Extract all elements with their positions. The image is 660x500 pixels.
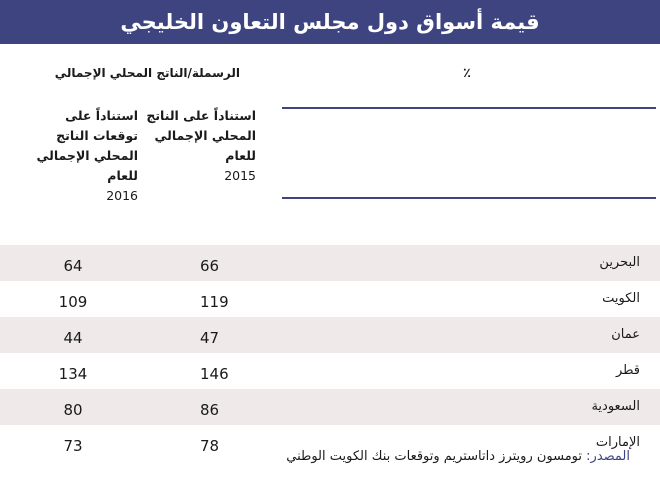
value-2016: 73 xyxy=(63,437,83,455)
data-table xyxy=(0,245,660,461)
group-label: الرسملة/الناتج المحلي الإجمالي xyxy=(54,66,240,80)
table-row xyxy=(0,353,660,389)
header-rule-top xyxy=(282,107,656,109)
country-name: الكويت xyxy=(602,291,640,306)
value-2016: 44 xyxy=(63,329,83,347)
value-2015: 78 xyxy=(200,437,220,455)
source-note xyxy=(286,449,630,464)
table-row xyxy=(0,317,660,353)
value-2016: 64 xyxy=(63,257,83,275)
value-2016: 109 xyxy=(58,293,88,311)
source-text: تومسون رويترز داتاستريم وتوقعات بنك الكويت الوطني xyxy=(286,449,583,464)
country-name: قطر xyxy=(615,363,640,378)
table-row xyxy=(0,245,660,281)
table-row xyxy=(0,281,660,317)
source-label: المصدر: xyxy=(586,449,630,464)
column-header-2016 xyxy=(18,106,138,206)
country-name: السعودية xyxy=(591,399,640,414)
value-2016: 80 xyxy=(63,401,83,419)
value-2015: 47 xyxy=(200,329,220,347)
unit-label: ٪ xyxy=(463,66,471,81)
value-2016: 134 xyxy=(58,365,88,383)
table-header xyxy=(0,44,660,244)
column-header-2016-text: استناداً على توقعات الناتج المحلي الإجمالي للعام xyxy=(36,108,138,183)
value-2015: 86 xyxy=(200,401,220,419)
value-2015: 66 xyxy=(200,257,220,275)
column-header-2015-year: 2015 xyxy=(224,168,256,183)
table-title-bar xyxy=(0,0,660,44)
country-name: الإمارات xyxy=(595,435,640,450)
table-row xyxy=(0,389,660,425)
table-title: قيمة أسواق دول مجلس التعاون الخليجي xyxy=(120,10,540,34)
country-name: عمان xyxy=(611,327,640,342)
column-header-2015 xyxy=(136,106,256,186)
column-header-2016-year: 2016 xyxy=(106,188,138,203)
country-name: البحرين xyxy=(599,255,640,270)
column-header-2015-text: استناداً على الناتج المحلي الإجمالي للعام xyxy=(146,108,256,163)
value-2015: 146 xyxy=(200,365,229,383)
value-2015: 119 xyxy=(200,293,229,311)
header-rule-bottom xyxy=(282,197,656,199)
